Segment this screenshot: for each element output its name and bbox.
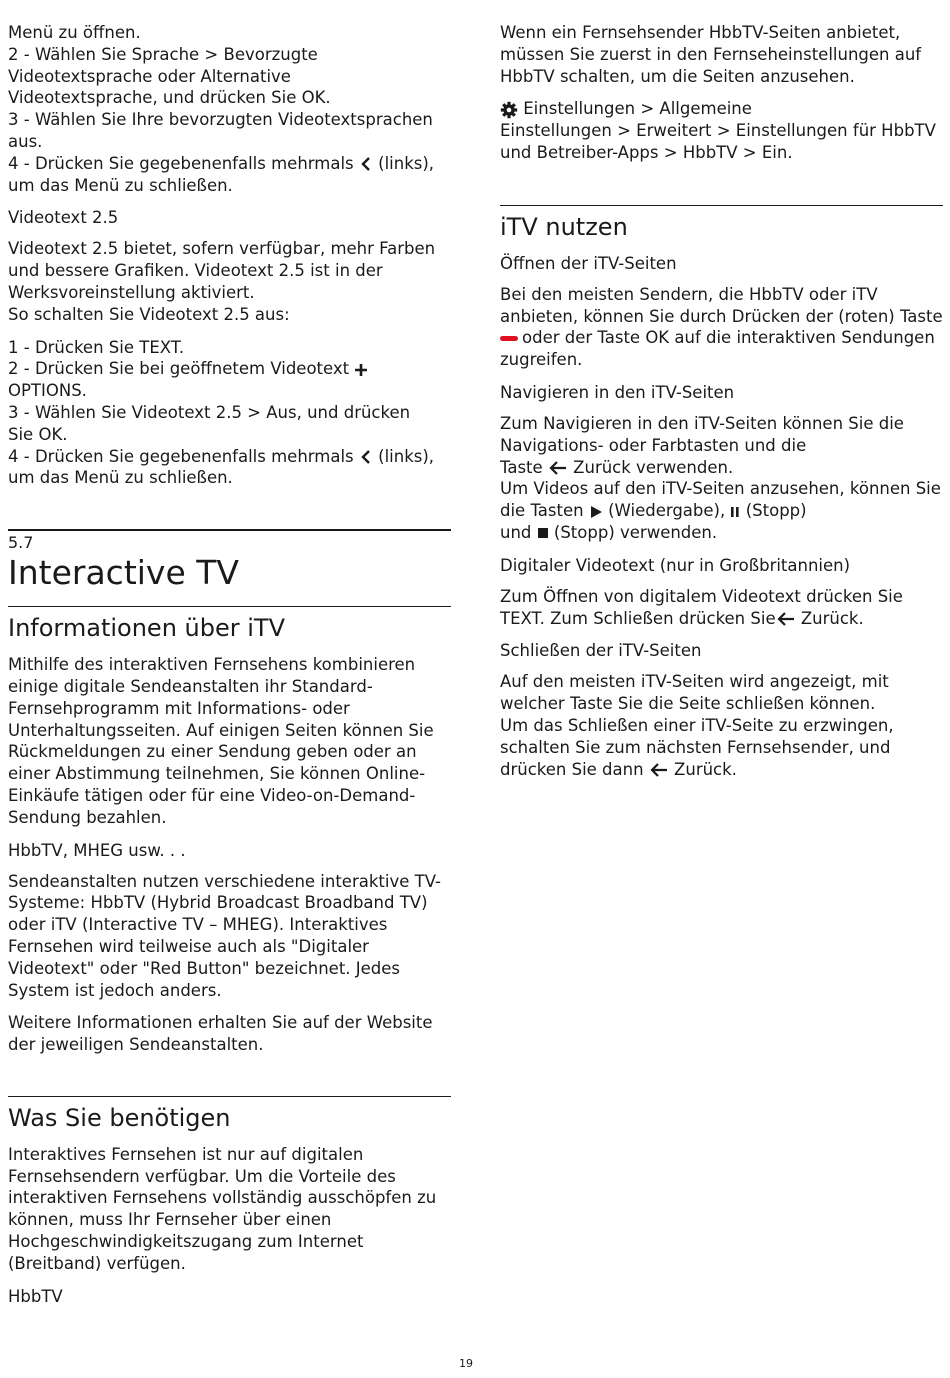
text-line: und bessere Grafiken. Videotext 2.5 ist in der	[8, 261, 383, 281]
info-paragraph	[8, 654, 451, 828]
text-line: anbieten, können Sie durch Drücken der (roten) Taste	[500, 306, 943, 326]
arrow-left-icon	[776, 611, 796, 627]
text-line: schalten Sie zum nächsten Fernsehsender, und	[500, 737, 891, 757]
text-line	[500, 522, 943, 544]
text-line: Fernsehen wird teilweise auch als "Digitaler	[8, 936, 369, 956]
subheading-digital-teletext: Digitaler Videotext (nur in Großbritannien)	[500, 555, 851, 575]
text-fragment: 2 - Drücken Sie bei geöffnetem Videotext	[8, 359, 350, 379]
web-paragraph	[8, 1012, 451, 1056]
text-line: Navigations- oder Farbtasten und die	[500, 435, 807, 455]
text-fragment: drücken Sie dann	[500, 759, 649, 779]
text-line: um das Menü zu schließen.	[8, 468, 233, 488]
text-fragment: TEXT. Zum Schließen drücken Sie	[500, 608, 776, 628]
text-line: Werksvoreinstellung aktiviert.	[8, 282, 255, 302]
text-line	[8, 153, 451, 175]
text-fragment: (Stopp)	[745, 501, 807, 521]
text-line: Videotext" oder "Red Button" bezeichnet. Jedes	[8, 958, 401, 978]
arrow-left-icon	[548, 460, 568, 476]
gear-icon	[500, 101, 518, 119]
text-line: 3 - Wählen Sie Ihre bevorzugten Videotextsprachen	[8, 110, 433, 130]
text-line: 2 - Wählen Sie Sprache > Bevorzugte	[8, 44, 318, 64]
heading-divider	[8, 606, 451, 607]
text-line: müssen Sie zuerst in den Fernseheinstellungen auf	[500, 44, 922, 64]
chevron-left-icon	[359, 156, 373, 172]
text-line: Menü zu öffnen.	[8, 23, 141, 42]
text-fragment: 4 - Drücken Sie gegebenenfalls mehrmals	[8, 153, 354, 173]
requirements-paragraph	[8, 1144, 451, 1275]
heading-itv-usage: iTV nutzen	[500, 212, 628, 241]
text-line: Videotextsprache oder Alternative	[8, 66, 291, 86]
text-line: OPTIONS.	[8, 381, 87, 401]
text-line	[500, 500, 943, 522]
text-line: interaktiven Fernsehens vollständig ausschöpfen zu	[8, 1188, 437, 1208]
arrow-left-icon	[649, 762, 669, 778]
text-line: einige digitale Sendeanstalten ihr Standard-	[8, 676, 373, 696]
text-line: System ist jedoch anders.	[8, 980, 222, 1000]
text-line: oder iTV (Interactive TV – MHEG). Interaktives	[8, 915, 388, 935]
subheading-navigate-itv: Navigieren in den iTV-Seiten	[500, 382, 735, 402]
text-line	[8, 446, 451, 468]
text-line: Zum Öffnen von digitalem Videotext drücken Sie	[500, 586, 903, 606]
text-line: Fernsehprogramm mit Informations- oder	[8, 698, 350, 718]
text-line: Weitere Informationen erhalten Sie auf der Website	[8, 1013, 433, 1033]
section-number: 5.7	[8, 533, 34, 553]
text-line: Videotext 2.5 bietet, sofern verfügbar, mehr Farben	[8, 239, 436, 259]
text-line: Mithilfe des interaktiven Fernsehens kombinieren	[8, 655, 416, 675]
text-line: So schalten Sie Videotext 2.5 aus:	[8, 304, 290, 324]
subheading-hbbtv-mheg: HbbTV, MHEG usw. . .	[8, 840, 186, 860]
stop-icon	[537, 527, 549, 539]
text-line: Bei den meisten Sendern, die HbbTV oder iTV	[500, 284, 878, 304]
text-line: Fernsehsendern verfügbar. Um die Vorteile des	[8, 1166, 396, 1186]
left-column	[8, 22, 451, 1317]
heading-info-itv: Informationen über iTV	[8, 614, 285, 643]
text-line: (Breitband) verfügen.	[8, 1253, 186, 1273]
text-line: Sie OK.	[8, 424, 68, 444]
subheading-open-itv: Öffnen der iTV-Seiten	[500, 253, 677, 273]
text-line: Systeme: HbbTV (Hybrid Broadcast Broadband TV)	[8, 893, 428, 913]
text-line: 1 - Drücken Sie TEXT.	[8, 337, 185, 357]
text-line	[500, 457, 943, 479]
play-icon	[589, 505, 603, 519]
text-line: Einstellungen > Erweitert > Einstellungen für HbbTV	[500, 121, 936, 141]
text-line: Auf den meisten iTV-Seiten wird angezeigt, mit	[500, 672, 889, 692]
subheading-close-itv: Schließen der iTV-Seiten	[500, 641, 702, 661]
chevron-left-icon	[359, 449, 373, 465]
text-line: Hochgeschwindigkeitszugang zum Internet	[8, 1232, 364, 1252]
text-fragment: Einstellungen > Allgemeine	[523, 99, 752, 119]
text-line: HbbTV schalten, um die Seiten anzusehen.	[500, 66, 855, 86]
page-title: Interactive TV	[8, 553, 239, 593]
right-column	[500, 22, 943, 780]
intro-paragraph	[500, 22, 943, 87]
text-line	[500, 98, 943, 120]
text-fragment: (Wiedergabe),	[608, 501, 726, 521]
text-line: welcher Taste Sie die Seite schließen können.	[500, 694, 876, 714]
text-line: Rückmeldungen zu einer Sendung geben oder an	[8, 742, 417, 762]
text-line: Unterhaltungsseiten. Auf einigen Seiten können Sie	[8, 720, 434, 740]
heading-divider	[500, 205, 943, 206]
text-line: können, muss Ihr Fernseher über einen	[8, 1210, 332, 1230]
text-line: Sendung bezahlen.	[8, 807, 167, 827]
page-number: 19	[459, 1357, 473, 1370]
text-line: zugreifen.	[500, 350, 583, 370]
heading-requirements: Was Sie benötigen	[8, 1103, 231, 1132]
text-line	[500, 608, 943, 630]
text-line	[500, 759, 943, 781]
text-line: Sendeanstalten nutzen verschiedene interaktive TV-	[8, 871, 441, 891]
heading-divider	[8, 1096, 451, 1097]
red-button-icon	[500, 336, 518, 341]
text-line: einer Abstimmung teilnehmen, Sie können Online-	[8, 764, 426, 784]
text-line: um das Menü zu schließen.	[8, 175, 233, 195]
plus-icon	[354, 363, 368, 377]
text-line	[8, 358, 451, 380]
subheading-videotext: Videotext 2.5	[8, 208, 119, 228]
subheading-hbbtv: HbbTV	[8, 1286, 63, 1306]
text-fragment: (Stopp) verwenden.	[553, 522, 718, 542]
text-line: Zum Navigieren in den iTV-Seiten können Sie die	[500, 413, 904, 433]
text-line: Um Videos auf den iTV-Seiten anzusehen, können Sie	[500, 479, 941, 499]
text-line: Um das Schließen einer iTV-Seite zu erzwingen,	[500, 715, 894, 735]
text-fragment: 4 - Drücken Sie gegebenenfalls mehrmals	[8, 446, 354, 466]
hbb-paragraph	[8, 871, 451, 1002]
text-line: Interaktives Fernsehen ist nur auf digitalen	[8, 1144, 364, 1164]
text-fragment: Zurück verwenden.	[567, 457, 734, 477]
text-line: aus.	[8, 131, 43, 151]
text-line: Wenn ein Fernsehsender HbbTV-Seiten anbietet,	[500, 23, 901, 42]
text-fragment: Taste	[500, 457, 543, 477]
text-fragment: und	[500, 522, 537, 542]
text-fragment: (links),	[378, 153, 435, 173]
pause-icon	[730, 506, 740, 518]
text-fragment: oder der Taste OK auf die interaktiven Sendungen	[522, 328, 935, 348]
text-fragment: (links),	[378, 446, 435, 466]
text-fragment: Zurück.	[668, 759, 737, 779]
section-divider	[8, 529, 451, 531]
text-line	[500, 327, 943, 349]
text-line: der jeweiligen Sendeanstalten.	[8, 1035, 264, 1055]
text-line: 3 - Wählen Sie Videotext 2.5 > Aus, und drücken	[8, 402, 411, 422]
text-fragment: die Tasten	[500, 501, 589, 521]
text-fragment: Zurück.	[795, 608, 864, 628]
text-line: Videotextsprache, und drücken Sie OK.	[8, 88, 331, 108]
text-line: und Betreiber-Apps > HbbTV > Ein.	[500, 142, 793, 162]
text-line: Einkäufe tätigen oder für eine Video-on-Demand-	[8, 785, 416, 805]
